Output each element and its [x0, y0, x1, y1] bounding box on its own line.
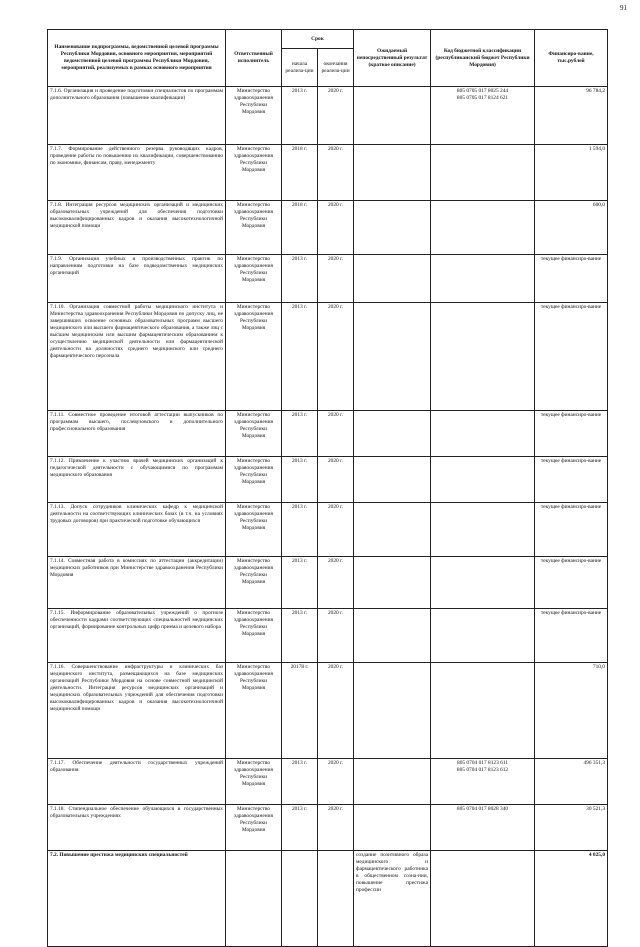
cell-kbk — [431, 759, 535, 805]
cell-responsible: Министерство здравоохранения Республики Мордовия — [226, 609, 282, 663]
cell-end: 2020 г. — [318, 759, 354, 805]
cell-kbk — [431, 503, 535, 557]
cell-result — [354, 805, 431, 851]
cell-end: 2020 г. — [318, 457, 354, 503]
cell-result — [354, 255, 431, 303]
cell-responsible: Министерство здравоохранения Республики Мордовия — [226, 411, 282, 457]
kbk-code: 805 0704 017 8028 340 — [456, 806, 509, 812]
table-row — [48, 663, 608, 759]
table-row — [48, 411, 608, 457]
cell-result — [354, 145, 431, 201]
cell-start: 2013 г. — [282, 805, 318, 851]
cell-start: 2013 г. — [282, 303, 318, 411]
cell-financing: текущее финансиро-вание — [535, 411, 608, 457]
cell-start: 20178 г. — [282, 663, 318, 759]
cell-end: 2020 г. — [318, 663, 354, 759]
cell-result — [354, 87, 431, 145]
kbk-code: 805 0705 017 8124 621 — [456, 95, 509, 101]
cell-name: 7.1.8. Интеграция ресурсов медицинских организаций и медицинских образовательных учреждений для обеспечения подготовки высококвалифицированных кадров и оказания высокотехнологичной медицинской помощи — [48, 201, 226, 255]
header-kbk: Код бюджетной классификации (республиканский бюджет Республики Мордовия) — [431, 30, 535, 87]
cell-financing: 96 784,2 — [535, 87, 608, 145]
cell-name: 7.1.12. Привлечение к участию врачей медицинских организаций к педагогической деятельности с обучающимися по программам медицинского образования — [48, 457, 226, 503]
cell-result — [354, 609, 431, 663]
cell-result — [354, 503, 431, 557]
cell-name: 7.1.17. Обеспечение деятельности государственных учреждений образования — [48, 759, 226, 805]
table-row — [48, 557, 608, 609]
cell-start: 2013 г. — [282, 609, 318, 663]
cell-end: 2020 г. — [318, 609, 354, 663]
cell-kbk — [431, 303, 535, 411]
cell-start: 2013 г. — [282, 503, 318, 557]
cell-name: 7.1.14. Совместная работа в комиссиях по аттестации (аккредитации) медицинских работников при Министерстве здравоохранения Республики Мордовия — [48, 557, 226, 609]
table-row — [48, 87, 608, 145]
kbk-code: 805 0704 017 8123 611 — [457, 760, 509, 766]
cell-name: 7.1.6. Организация и проведение подготовки специалистов по программам дополнительного образования (повышение квалификации) — [48, 87, 226, 145]
cell-kbk — [431, 663, 535, 759]
cell-result — [354, 557, 431, 609]
cell-result — [354, 303, 431, 411]
cell-name: 7.1.11. Совместное проведение итоговой аттестации выпускников по программам высшего, послевузовского и дополнительного профессионального образования — [48, 411, 226, 457]
page-number: 91 — [620, 4, 627, 12]
cell-name: 7.1.18. Стипендиальное обеспечение обучающихся в государственных образовательных учреждениях — [48, 805, 226, 851]
cell-responsible: Министерство здравоохранения Республики Мордовия — [226, 503, 282, 557]
cell-financing: 496 351,3 — [535, 759, 608, 805]
cell-name: 7.1.16. Совершенствование инфраструктуры и клинических баз медицинского института, размещающихся на базе медицинских организаций Республики Мордовия на основе совместной медицинской деятельности. Интеграция ресурсов медицинских организаций и медицинских образовательных учреждений для обеспечения подготовки высококвалифицированных кадров и оказания высокотехнологичной медицинской помощи — [48, 663, 226, 759]
cell-name: 7.1.13. Допуск сотрудников клинических кафедр к медицинской деятельности на соответствующих клинических базах (в т.ч. на условиях трудовых договоров) при практической подготовке обучающихся — [48, 503, 226, 557]
cell-result: создание позитивного образа медицинского и фармацевтического работника в общественном созна-нии, повышение престижа профессии — [354, 851, 431, 947]
cell-start — [282, 851, 318, 947]
table-row — [48, 457, 608, 503]
cell-result — [354, 759, 431, 805]
table-row — [48, 145, 608, 201]
cell-result — [354, 411, 431, 457]
cell-responsible: Министерство здравоохранения Республики Мордовия — [226, 805, 282, 851]
table-row — [48, 759, 608, 805]
cell-start: 2013 г. — [282, 759, 318, 805]
cell-start: 2018 г. — [282, 201, 318, 255]
kbk-code: 805 0704 017 8123 612 — [456, 767, 509, 773]
cell-end: 2020 г. — [318, 805, 354, 851]
cell-kbk — [431, 255, 535, 303]
table-row — [48, 805, 608, 851]
cell-end: 2020 г. — [318, 303, 354, 411]
header-term: Срок — [282, 30, 354, 49]
table-row — [48, 201, 608, 255]
table-row — [48, 851, 608, 947]
cell-kbk — [431, 851, 535, 947]
cell-financing: текущее финансиро-вание — [535, 303, 608, 411]
cell-kbk — [431, 609, 535, 663]
cell-result — [354, 457, 431, 503]
table-row — [48, 303, 608, 411]
cell-name: 7.1.9. Организация учебных и производственных практик по направлениям подготовки на базе подведомственных медицинских организаций — [48, 255, 226, 303]
cell-kbk — [431, 201, 535, 255]
cell-end: 2020 г. — [318, 201, 354, 255]
cell-responsible: Министерство здравоохранения Республики Мордовия — [226, 255, 282, 303]
cell-end: 2020 г. — [318, 503, 354, 557]
cell-financing: 600,0 — [535, 201, 608, 255]
cell-end: 2020 г. — [318, 411, 354, 457]
cell-kbk — [431, 557, 535, 609]
cell-financing: 30 521,3 — [535, 805, 608, 851]
cell-kbk — [431, 805, 535, 851]
program-table — [47, 29, 608, 947]
cell-responsible — [226, 851, 282, 947]
header-responsible: Ответственный исполнитель — [226, 30, 282, 87]
cell-start: 2013 г. — [282, 411, 318, 457]
header-result: Ожидаемый непосредственный результат (краткое описание) — [354, 30, 431, 87]
table-row — [48, 503, 608, 557]
header-start: начала реализа-ции — [282, 49, 318, 87]
cell-end: 2020 г. — [318, 145, 354, 201]
cell-start: 2013 г. — [282, 87, 318, 145]
cell-result — [354, 201, 431, 255]
cell-end: 2020 г. — [318, 255, 354, 303]
header-name: Наименование подпрограммы, ведомственной целевой программы Республики Мордовия, основного мероприятия, мероприятий ведомственной целевой программы Республики Мордовия, мероприятий, реализуемых в рамках основного мероприятия — [48, 30, 226, 87]
cell-responsible: Министерство здравоохранения Республики Мордовия — [226, 145, 282, 201]
cell-financing: текущее финансиро-вание — [535, 557, 608, 609]
kbk-code: 805 0705 017 8025 244 — [456, 88, 509, 94]
table-body — [48, 87, 608, 947]
cell-end: 2020 г. — [318, 87, 354, 145]
cell-financing: 710,0 — [535, 663, 608, 759]
header-end: окончания реализа-ции — [318, 49, 354, 87]
cell-name: 7.1.15. Информирование образовательных учреждений о прогнозе обеспеченности кадрами соответствующих специальностей медицинских организаций, формирование контрольных цифр приема и целевого набора — [48, 609, 226, 663]
cell-financing: текущее финансиро-вание — [535, 457, 608, 503]
cell-start: 2013 г. — [282, 457, 318, 503]
cell-result — [354, 663, 431, 759]
cell-name: 7.1.10. Организация совместной работы медицинского института и Министерства здравоохранения Республики Мордовия по допуску лиц, не завершивших освоение основных образовательных программ высшего медицинского или высшего фармацевтического образования, а также лиц с высшим медицинским или высшим фармацевтическим образованием к осуществлению медицинской деятельности или фармацевтической деятельности на должностях среднего медицинского или среднего фармацевтического персонала — [48, 303, 226, 411]
cell-responsible: Министерство здравоохранения Республики Мордовия — [226, 663, 282, 759]
cell-start: 2013 г. — [282, 557, 318, 609]
cell-responsible: Министерство здравоохранения Республики Мордовия — [226, 759, 282, 805]
cell-kbk — [431, 145, 535, 201]
cell-financing: 4 025,0 — [535, 851, 608, 947]
cell-name: 7.1.7. Формирование действенного резерва руководящих кадров, проведение работы по повышению их квалификации, совершенствованию по экономике, финансам, праву, менеджменту — [48, 145, 226, 201]
cell-name: 7.2. Повышение престижа медицинских специальностей — [48, 851, 226, 947]
cell-financing: текущее финансиро-вание — [535, 255, 608, 303]
cell-responsible: Министерство здравоохранения Республики Мордовия — [226, 87, 282, 145]
cell-financing: текущее финансиро-вание — [535, 609, 608, 663]
cell-responsible: Министерство здравоохранения Республики Мордовия — [226, 557, 282, 609]
cell-kbk — [431, 457, 535, 503]
table-row — [48, 609, 608, 663]
cell-end: 2020 г. — [318, 557, 354, 609]
cell-end — [318, 851, 354, 947]
table-row — [48, 255, 608, 303]
cell-kbk — [431, 87, 535, 145]
cell-responsible: Министерство здравоохранения Республики Мордовия — [226, 201, 282, 255]
cell-responsible: Министерство здравоохранения Республики Мордовия — [226, 457, 282, 503]
cell-start: 2013 г. — [282, 255, 318, 303]
cell-start: 2018 г. — [282, 145, 318, 201]
header-financing: Финансиро-вание, тыс.рублей — [535, 30, 608, 87]
cell-financing: 1 594,0 — [535, 145, 608, 201]
cell-responsible: Министерство здравоохранения Республики Мордовия — [226, 303, 282, 411]
cell-financing: текущее финансиро-вание — [535, 503, 608, 557]
cell-kbk — [431, 411, 535, 457]
